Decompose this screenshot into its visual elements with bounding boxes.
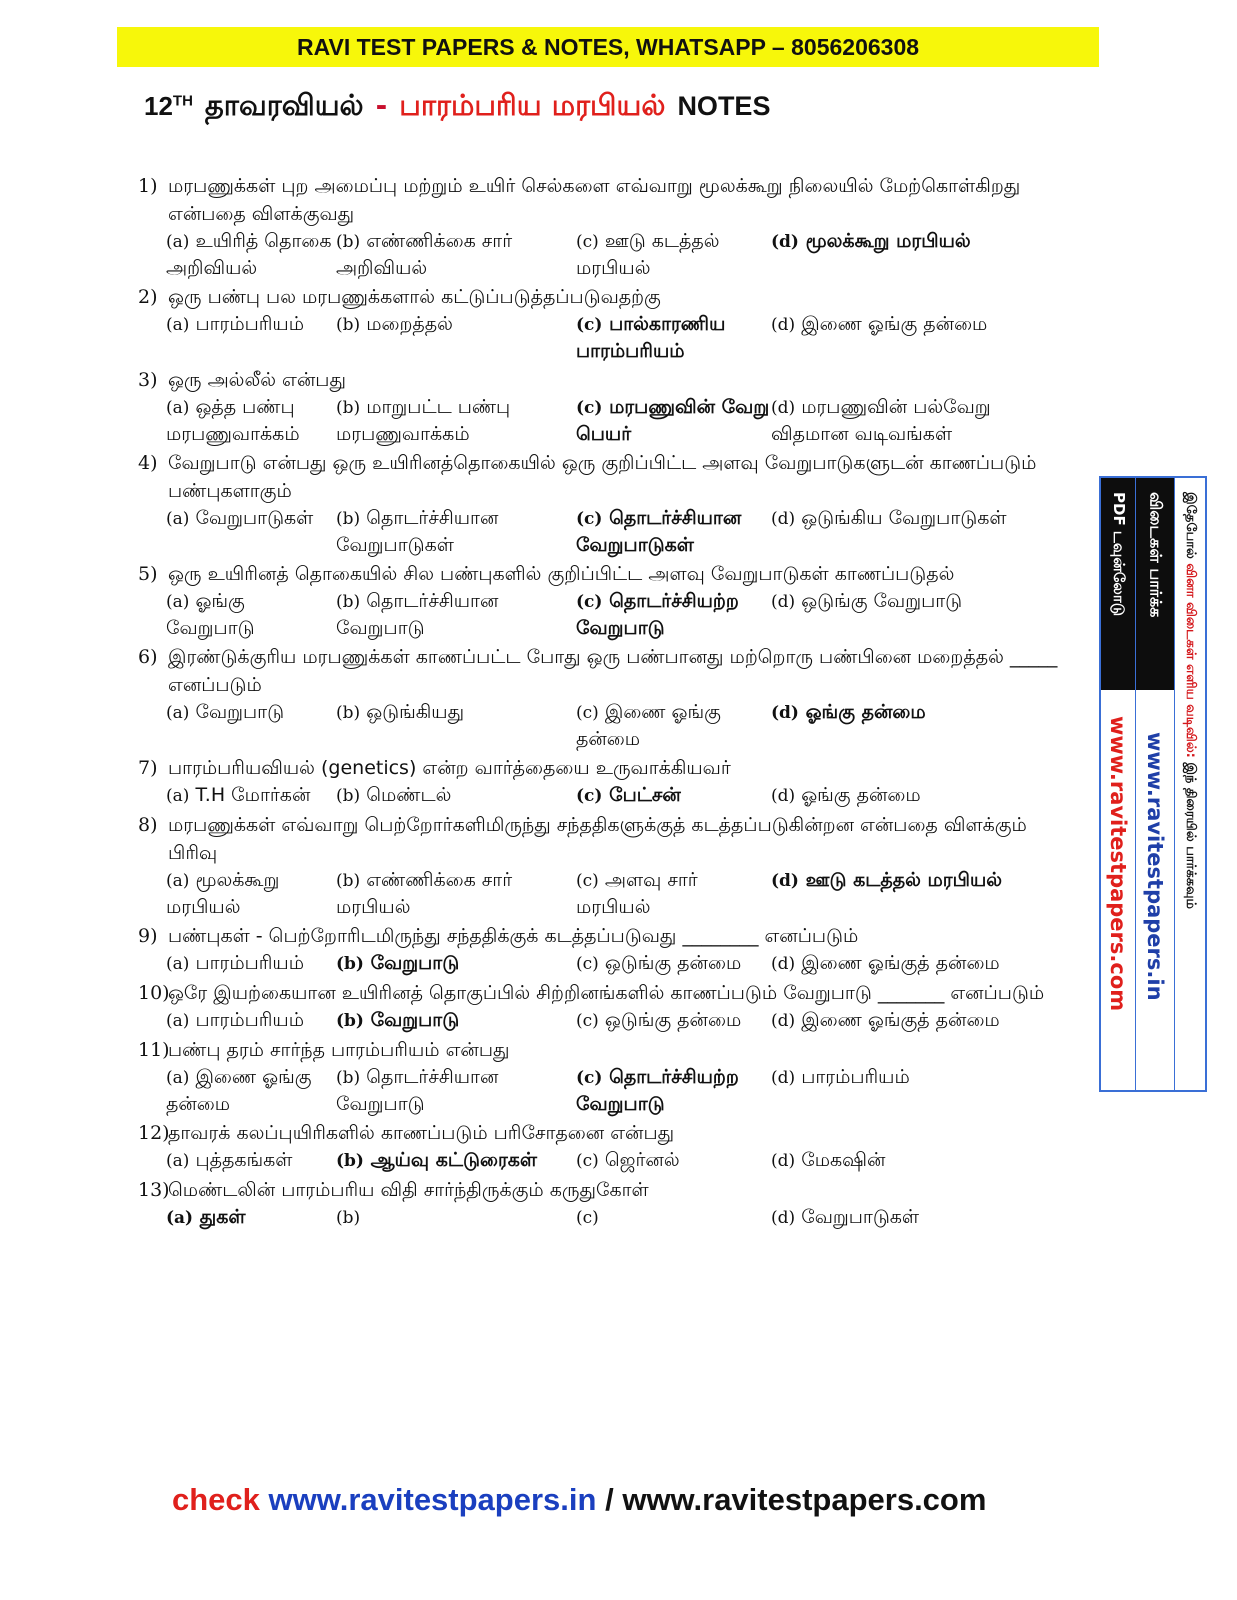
- question-number: 9): [138, 925, 158, 947]
- option: [166, 950, 336, 977]
- question-number: 3): [138, 369, 158, 391]
- question-header: [138, 811, 1068, 867]
- option-label: (c): [576, 871, 599, 891]
- correct-option: [336, 950, 576, 977]
- option-row: [166, 588, 1068, 641]
- question-text: ஒரு அல்லீல் என்பது: [168, 369, 346, 391]
- sidebar-link-com[interactable]: www.ravitestpapers.com: [1106, 716, 1130, 1012]
- footer-slash: /: [605, 1482, 614, 1517]
- question-item: [138, 449, 1068, 558]
- option-text: தொடர்ச்சியற்ற வேறுபாடு: [576, 1066, 739, 1115]
- option-label: (c): [576, 703, 599, 723]
- question-item: [138, 979, 1068, 1034]
- option-text: இணை ஓங்குத் தன்மை: [801, 952, 1000, 974]
- sidebar-link-in[interactable]: www.ravitestpapers.in: [1143, 732, 1167, 1001]
- option-text: மெண்டல்: [366, 784, 452, 806]
- option: [166, 394, 336, 447]
- question-header: [138, 979, 1068, 1007]
- question-item: [138, 1119, 1068, 1174]
- question-text: இரண்டுக்குரிய மரபணுக்கள் காணப்பட்ட போது ஒரு பண்பானது மற்றொரு பண்பினை மறைத்தல் _____ எனப்படும்: [168, 646, 1058, 696]
- option-label: (d): [771, 703, 799, 723]
- option-row: [166, 1007, 1068, 1034]
- option: [771, 1204, 1011, 1231]
- correct-option: [576, 588, 771, 641]
- option-text: வேறுபாடுகள்: [195, 507, 314, 529]
- option-text: ஒடுங்கியது: [366, 701, 465, 723]
- question-number: 2): [138, 286, 158, 308]
- option-row: [166, 311, 1068, 364]
- correct-option: [771, 867, 1011, 920]
- question-header: [138, 172, 1068, 228]
- question-number: 4): [138, 452, 158, 474]
- option-label: (b): [336, 398, 361, 418]
- question-header: [138, 754, 1068, 782]
- question-number: 6): [138, 646, 158, 668]
- option-label: (c): [576, 1151, 599, 1171]
- option-label: (d): [771, 592, 796, 612]
- option-label: (a): [166, 786, 190, 806]
- question-number: 13): [138, 1179, 170, 1201]
- option-text: எண்ணிக்கை சார் மரபியல்: [336, 869, 513, 918]
- option: [166, 699, 336, 752]
- option-label: (a): [166, 592, 190, 612]
- correct-option: [166, 1204, 336, 1231]
- option-text: வேறுபாடுகள்: [801, 1206, 920, 1228]
- question-header: [138, 1036, 1068, 1064]
- option: [336, 394, 576, 447]
- question-number: 12): [138, 1122, 170, 1144]
- option-row: [166, 228, 1068, 281]
- option-label: (a): [166, 509, 190, 529]
- footer-links: [172, 1482, 986, 1518]
- option: [576, 1007, 771, 1034]
- option-text: பாரம்பரியம்: [195, 952, 305, 974]
- option: [771, 1147, 1011, 1174]
- option-text: பேட்சன்: [609, 784, 681, 806]
- option-label: (b): [336, 1011, 364, 1031]
- option-label: (c): [576, 315, 603, 335]
- option-text: மூலக்கூறு மரபியல்: [166, 869, 280, 918]
- question-text: பண்புகள் - பெற்றோரிடமிருந்து சந்ததிக்குக் கடத்தப்படுவது ________ எனப்படும்: [168, 925, 859, 947]
- option: [576, 699, 771, 752]
- option: [166, 588, 336, 641]
- option-text: இணை ஓங்கு தன்மை: [166, 1066, 312, 1115]
- footer-link-in[interactable]: www.ravitestpapers.in: [268, 1482, 597, 1517]
- question-header: [138, 1119, 1068, 1147]
- option: [166, 311, 336, 364]
- option-text: வேறுபாடு: [370, 1009, 460, 1031]
- option-label: (a): [166, 315, 190, 335]
- option-text: துகள்: [199, 1206, 246, 1228]
- question-header: [138, 1176, 1068, 1204]
- question-number: 5): [138, 563, 158, 585]
- option-text: ஒடுங்கிய வேறுபாடுகள்: [801, 507, 1007, 529]
- option: [771, 782, 1011, 809]
- correct-option: [576, 394, 771, 447]
- option: [336, 228, 576, 281]
- option-text: ஊடு கடத்தல் மரபியல்: [576, 230, 720, 279]
- option-text: பால்காரணிய பாரம்பரியம்: [576, 313, 726, 362]
- option-label: (c): [576, 232, 599, 252]
- option-row: [166, 1147, 1068, 1174]
- sidebar-column-note: [1175, 478, 1205, 1090]
- option: [771, 394, 1011, 447]
- question-text: பாரம்பரியவியல் (genetics) என்ற வார்த்தையை உருவாக்கியவர்: [168, 757, 731, 779]
- option-text: இணை ஓங்குத் தன்மை: [801, 1009, 1000, 1031]
- topic-label: பாரம்பரிய மரபியல்: [399, 88, 666, 122]
- option-label: (a): [166, 703, 190, 723]
- option-label: (d): [771, 871, 799, 891]
- option: [166, 867, 336, 920]
- question-text: வேறுபாடு என்பது ஒரு உயிரினத்தொகையில் ஒரு குறிப்பிட்ட அளவு வேறுபாடுகளுடன் காணப்படும் பண்புகளாகும்: [168, 452, 1037, 502]
- sidebar-note-red: வினா விடைகள் எளிய வடிவில்:: [1183, 563, 1198, 758]
- option: [166, 228, 336, 281]
- option-label: (c): [576, 786, 603, 806]
- option: [166, 1064, 336, 1117]
- subject-label: தாவரவியல்: [204, 88, 364, 122]
- option: [336, 1064, 576, 1117]
- option-text: ஓங்கு வேறுபாடு: [166, 590, 255, 639]
- option: [771, 950, 1011, 977]
- option: [771, 588, 1011, 641]
- option: [576, 1147, 771, 1174]
- question-item: [138, 811, 1068, 920]
- option-label: (b): [336, 1208, 361, 1228]
- option-text: பாரம்பரியம்: [195, 313, 305, 335]
- option: [576, 950, 771, 977]
- question-text: தாவரக் கலப்புயிரிகளில் காணப்படும் பரிசோதனை என்பது: [168, 1122, 675, 1144]
- option-text: மறைத்தல்: [366, 313, 453, 335]
- question-item: [138, 922, 1068, 977]
- option-text: T.H மோர்கன்: [195, 784, 311, 806]
- option-text: ஒடுங்கு தன்மை: [604, 1009, 742, 1031]
- question-number: 10): [138, 982, 170, 1004]
- question-header: [138, 283, 1068, 311]
- option: [166, 1147, 336, 1174]
- option: [336, 782, 576, 809]
- option-text: தொடர்ச்சியற்ற வேறுபாடு: [576, 590, 739, 639]
- question-header: [138, 366, 1068, 394]
- correct-option: [771, 699, 1011, 752]
- option-label: (d): [771, 232, 799, 252]
- option-row: [166, 699, 1068, 752]
- pdf-download-label: PDF டவுன்லோடு: [1110, 492, 1128, 617]
- option-text: பாரம்பரியம்: [801, 1066, 910, 1088]
- question-header: [138, 922, 1068, 950]
- option: [166, 1007, 336, 1034]
- question-number: 8): [138, 814, 158, 836]
- option-text: பாரம்பரியம்: [195, 1009, 305, 1031]
- option: [576, 867, 771, 920]
- footer-link-com[interactable]: www.ravitestpapers.com: [622, 1482, 987, 1517]
- question-item: [138, 283, 1068, 364]
- question-number: 11): [138, 1039, 170, 1061]
- option: [336, 867, 576, 920]
- option: [166, 782, 336, 809]
- correct-option: [336, 1007, 576, 1034]
- option: [771, 1007, 1011, 1034]
- option-row: [166, 1064, 1068, 1117]
- option-label: (d): [771, 1151, 796, 1171]
- question-item: [138, 366, 1068, 447]
- option-label: (c): [576, 398, 603, 418]
- option-label: (d): [771, 954, 796, 974]
- option-text: புத்தகங்கள்: [195, 1149, 293, 1171]
- class-label: [144, 91, 193, 122]
- question-item: [138, 172, 1068, 281]
- question-text: ஒரே இயற்கையான உயிரினத் தொகுப்பில் சிற்றினங்களில் காணப்படும் வேறுபாடு _______ எனப்படும்: [168, 982, 1045, 1004]
- option-row: [166, 1204, 1068, 1231]
- option-text: ஓங்கு தன்மை: [805, 701, 926, 723]
- option-text: ஒடுங்கு தன்மை: [604, 952, 742, 974]
- sidebar-note: [1182, 492, 1198, 909]
- option-text: ஓங்கு தன்மை: [801, 784, 921, 806]
- option-text: மரபணுவின் வேறு பெயர்: [576, 396, 770, 445]
- option-label: (d): [771, 1068, 796, 1088]
- option-label: (d): [771, 509, 796, 529]
- question-item: [138, 643, 1068, 752]
- question-item: [138, 1176, 1068, 1231]
- option-label: (c): [576, 1208, 599, 1228]
- option: [336, 699, 576, 752]
- side-promo-box: [1099, 476, 1207, 1092]
- option-label: (b): [336, 786, 361, 806]
- correct-option: [576, 782, 771, 809]
- class-suffix: TH: [172, 92, 193, 110]
- option: [336, 588, 576, 641]
- option-text: வேறுபாடு: [195, 701, 285, 723]
- option-text: மேகஷின்: [801, 1149, 886, 1171]
- question-header: [138, 449, 1068, 505]
- option: [771, 505, 1011, 558]
- header-banner: [117, 27, 1099, 67]
- title-dash: -: [375, 89, 388, 122]
- option-label: (b): [336, 232, 361, 252]
- question-number: 1): [138, 175, 158, 197]
- correct-option: [576, 1064, 771, 1117]
- question-header: [138, 643, 1068, 699]
- option: [771, 311, 1011, 364]
- option-label: (b): [336, 315, 361, 335]
- option-text: தொடர்ச்சியான வேறுபாடுகள்: [336, 507, 499, 556]
- option-label: (a): [166, 1068, 190, 1088]
- option-label: (b): [336, 703, 361, 723]
- option-text: தொடர்ச்சியான வேறுபாடுகள்: [576, 507, 742, 556]
- option: [166, 505, 336, 558]
- option: [576, 228, 771, 281]
- sidebar-column-answers: [1136, 478, 1175, 1090]
- correct-option: [576, 311, 771, 364]
- option-row: [166, 867, 1068, 920]
- option: [336, 505, 576, 558]
- option: [771, 1064, 1011, 1117]
- question-item: [138, 560, 1068, 641]
- option-text: தொடர்ச்சியான வேறுபாடு: [336, 1066, 499, 1115]
- question-list: [138, 172, 1068, 1233]
- option-text: ஜெர்னல்: [604, 1149, 680, 1171]
- option-label: (d): [771, 1011, 796, 1031]
- option-label: (d): [771, 315, 796, 335]
- option-text: இணை ஓங்கு தன்மை: [576, 701, 721, 750]
- option-row: [166, 782, 1068, 809]
- question-text: ஒரு பண்பு பல மரபணுக்களால் கட்டுப்படுத்தப்படுவதற்கு: [168, 286, 661, 308]
- option-label: (a): [166, 871, 190, 891]
- option-label: (a): [166, 398, 190, 418]
- sidebar-note-part2: இந் திரையில் பார்க்கவும்: [1183, 762, 1198, 910]
- option-text: ஒடுங்கு வேறுபாடு: [801, 590, 963, 612]
- answers-label: விடைகள் பார்க்க: [1146, 492, 1166, 618]
- option-label: (c): [576, 592, 603, 612]
- option-label: (b): [336, 954, 364, 974]
- option-label: (a): [166, 1151, 190, 1171]
- question-text: ஒரு உயிரினத் தொகையில் சில பண்புகளில் குறிப்பிட்ட அளவு வேறுபாடுகள் காணப்படுதல்: [168, 563, 955, 585]
- option-label: (d): [771, 786, 796, 806]
- option-label: (b): [336, 1068, 361, 1088]
- correct-option: [576, 505, 771, 558]
- notes-label: NOTES: [677, 91, 771, 121]
- question-item: [138, 1036, 1068, 1117]
- question-header: [138, 560, 1068, 588]
- banner-text: RAVI TEST PAPERS & NOTES, WHATSAPP – 8056206308: [296, 33, 920, 60]
- option-row: [166, 394, 1068, 447]
- option-label: (c): [576, 1011, 599, 1031]
- option-label: (a): [166, 1208, 194, 1228]
- option-row: [166, 505, 1068, 558]
- option-label: (d): [771, 398, 796, 418]
- option-label: (b): [336, 871, 361, 891]
- footer-check: check: [172, 1482, 260, 1517]
- option-text: தொடர்ச்சியான வேறுபாடு: [336, 590, 499, 639]
- question-text: மெண்டலின் பாரம்பரிய விதி சார்ந்திருக்கும் கருதுகோள்: [168, 1179, 649, 1201]
- option-text: உயிரித் தொகை அறிவியல்: [166, 230, 332, 279]
- option-label: (b): [336, 592, 361, 612]
- question-text: பண்பு தரம் சார்ந்த பாரம்பரியம் என்பது: [168, 1039, 510, 1061]
- option-label: (c): [576, 509, 603, 529]
- correct-option: [771, 228, 1011, 281]
- option: [576, 1204, 771, 1231]
- sidebar-column-pdf: [1101, 478, 1136, 1090]
- option-text: அளவு சார் மரபியல்: [576, 869, 698, 918]
- page-title: [144, 88, 1104, 140]
- option-text: இணை ஓங்கு தன்மை: [801, 313, 988, 335]
- question-text: மரபணுக்கள் எவ்வாறு பெற்றோர்களிமிருந்து சந்ததிகளுக்குத் கடத்தப்படுகின்றன என்பதை விளக்கும் பிரிவு: [168, 814, 1027, 864]
- option-label: (a): [166, 954, 190, 974]
- correct-option: [336, 1147, 576, 1174]
- question-number: 7): [138, 757, 158, 779]
- option-row: [166, 950, 1068, 977]
- option-label: (c): [576, 954, 599, 974]
- question-text: மரபணுக்கள் புற அமைப்பு மற்றும் உயிர் செல்களை எவ்வாறு மூலக்கூறு நிலையில் மேற்கொள்கிறது என்பதை விளக்குவது: [168, 175, 1021, 225]
- option-label: (a): [166, 232, 190, 252]
- option-text: மூலக்கூறு மரபியல்: [805, 230, 971, 252]
- option-label: (b): [336, 509, 361, 529]
- option-text: ஊடு கடத்தல் மரபியல்: [805, 869, 1003, 891]
- option: [336, 311, 576, 364]
- option-label: (c): [576, 1068, 603, 1088]
- option-label: (b): [336, 1151, 364, 1171]
- option-text: எண்ணிக்கை சார் அறிவியல்: [336, 230, 513, 279]
- question-item: [138, 754, 1068, 809]
- sidebar-note-part1: இதேபோல்: [1183, 492, 1198, 559]
- class-number: 12: [144, 91, 173, 121]
- option-text: மாறுபட்ட பண்பு மரபணுவாக்கம்: [336, 396, 511, 445]
- option-text: ஒத்த பண்பு மரபணுவாக்கம்: [166, 396, 300, 445]
- option-label: (a): [166, 1011, 190, 1031]
- option-label: (d): [771, 1208, 796, 1228]
- option-text: வேறுபாடு: [370, 952, 460, 974]
- option: [336, 1204, 576, 1231]
- option-text: ஆய்வு கட்டுரைகள்: [370, 1149, 538, 1171]
- option-text: மரபணுவின் பல்வேறு விதமான வடிவங்கள்: [771, 396, 991, 445]
